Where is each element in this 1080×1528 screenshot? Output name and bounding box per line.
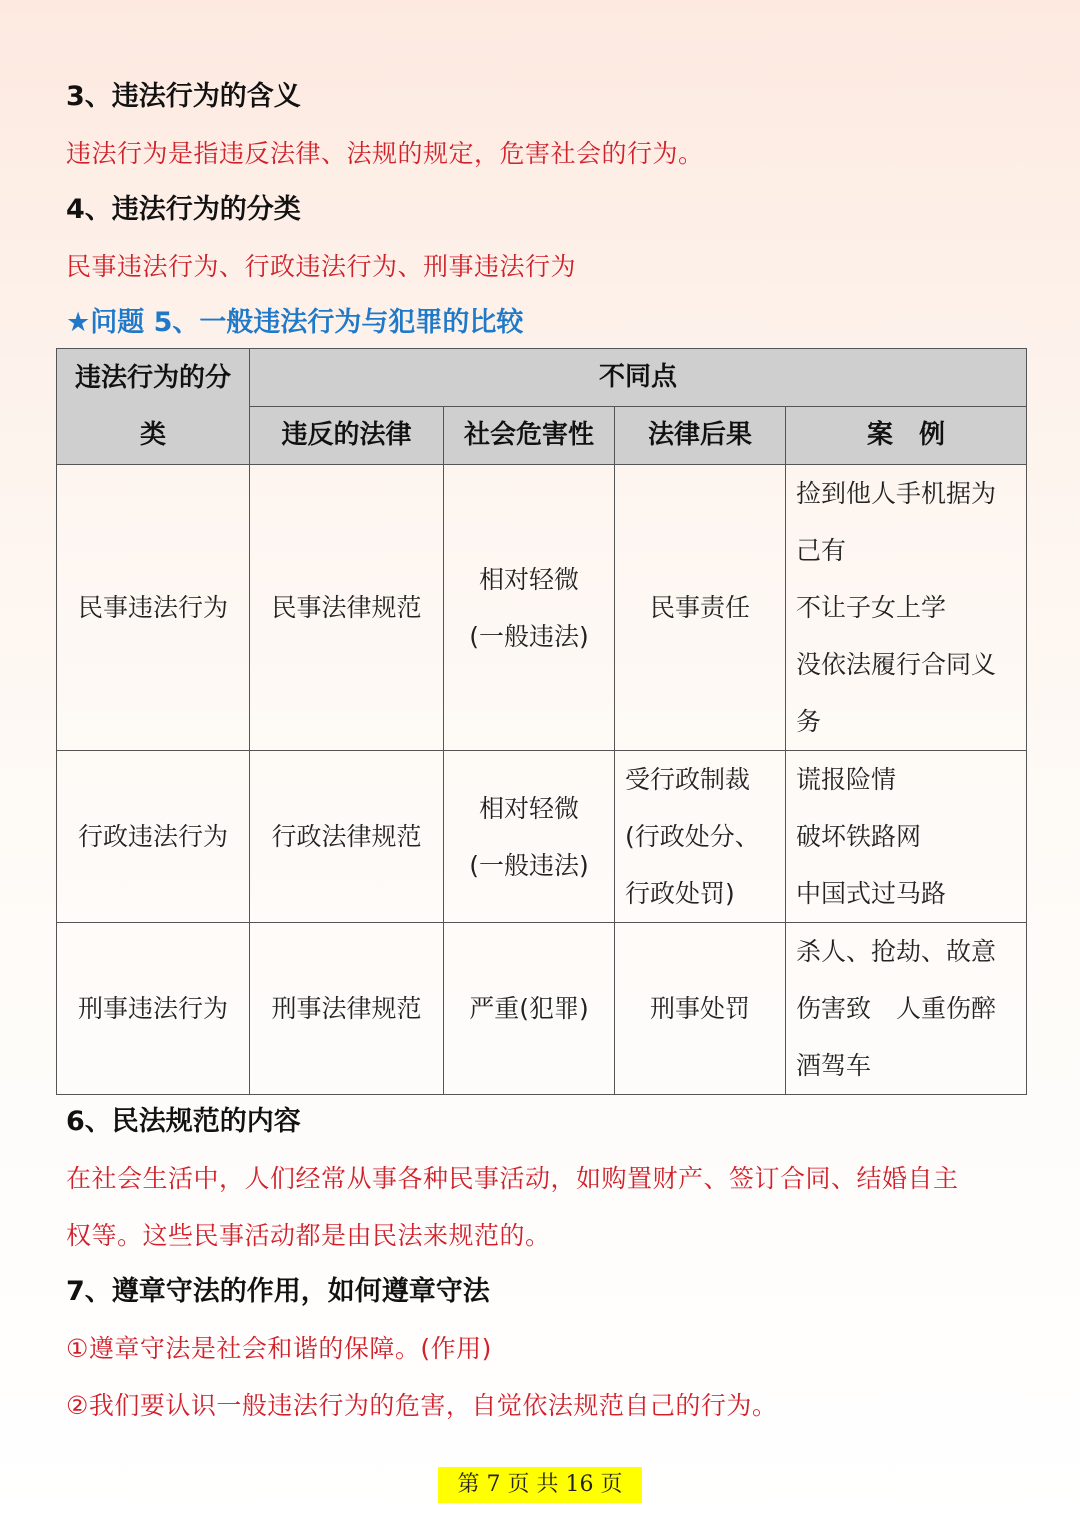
- section-4-title: 4、违法行为的分类: [66, 194, 301, 225]
- comparison-table: [56, 348, 1027, 1095]
- case-line: 酒驾车: [796, 1051, 872, 1080]
- row-case: [786, 923, 1027, 1095]
- header-social-harm: 社会危害性: [444, 407, 615, 465]
- section-7-item-1: ①遵章守法是社会和谐的保障。(作用): [66, 1334, 492, 1363]
- row-consequence-line3: 行政处罚): [625, 879, 735, 908]
- row-consequence-line1: 刑事处罚: [649, 994, 750, 1023]
- case-line: 杀人、抢劫、故意: [796, 937, 997, 966]
- row-harm-line2: (一般违法): [469, 850, 589, 880]
- header-case: 案 例: [786, 407, 1027, 465]
- table-header-row-1: [57, 349, 1027, 407]
- row-case: [786, 465, 1027, 751]
- section-4-body: 民事违法行为、行政违法行为、刑事违法行为: [66, 252, 577, 281]
- row-case: [786, 751, 1027, 923]
- case-line: 没依法履行合同义: [796, 650, 997, 679]
- row-consequence: [615, 465, 786, 751]
- row-harm: [444, 751, 615, 923]
- row-law: 刑事法律规范: [250, 923, 444, 1095]
- table-row: [57, 751, 1027, 923]
- row-consequence-line1: 民事责任: [649, 593, 750, 622]
- section-6-body-line2: 权等。这些民事活动都是由民法来规范的。: [66, 1221, 551, 1250]
- row-law: 行政法律规范: [250, 751, 444, 923]
- section-3-body: 违法行为是指违反法律、法规的规定，危害社会的行为。: [66, 139, 704, 168]
- question-5-title: ★问题 5、一般违法行为与犯罪的比较: [66, 307, 524, 338]
- section-7-item-2: ②我们要认识一般违法行为的危害，自觉依法规范自己的行为。: [66, 1391, 778, 1420]
- row-harm-line1: 相对轻微: [478, 793, 579, 823]
- section-6-title: 6、民法规范的内容: [66, 1106, 301, 1137]
- header-violated-law: 违反的法律: [250, 407, 444, 465]
- row-harm: [444, 923, 615, 1095]
- page-number-footer: 第 7 页 共 16 页: [438, 1467, 642, 1503]
- case-line: 中国式过马路: [796, 879, 947, 908]
- row-harm: [444, 465, 615, 751]
- section-6-body-line1: 在社会生活中，人们经常从事各种民事活动，如购置财产、签订合同、结婚自主: [66, 1164, 959, 1193]
- case-line: 不让子女上学: [796, 593, 947, 622]
- header-category-line2: 类: [139, 419, 166, 450]
- header-category: [57, 349, 250, 465]
- case-line: 破坏铁路网: [796, 822, 922, 851]
- row-harm-line2: (一般违法): [469, 621, 589, 651]
- case-line: 谎报险情: [796, 765, 897, 794]
- row-law: 民事法律规范: [250, 465, 444, 751]
- row-consequence-line2: (行政处分、: [625, 822, 760, 851]
- case-line: 捡到他人手机据为: [796, 479, 997, 508]
- section-3-title: 3、违法行为的含义: [66, 81, 301, 112]
- row-category: 行政违法行为: [57, 751, 250, 923]
- table-row: [57, 465, 1027, 751]
- row-consequence: [615, 923, 786, 1095]
- case-line: 伤害致 人重伤醉: [796, 994, 997, 1023]
- row-category: 刑事违法行为: [57, 923, 250, 1095]
- row-harm-line1: 严重(犯罪): [469, 994, 589, 1023]
- header-legal-consequence: 法律后果: [615, 407, 786, 465]
- row-category: 民事违法行为: [57, 465, 250, 751]
- case-line: 己有: [796, 536, 847, 565]
- header-category-line1: 违法行为的分: [74, 362, 231, 393]
- section-7-title: 7、遵章守法的作用，如何遵章守法: [66, 1276, 490, 1307]
- row-consequence: [615, 751, 786, 923]
- row-harm-line1: 相对轻微: [478, 564, 579, 594]
- table-row: [57, 923, 1027, 1095]
- header-differences: 不同点: [250, 349, 1027, 407]
- row-consequence-line1: 受行政制裁: [625, 765, 751, 794]
- case-line: 务: [796, 707, 822, 736]
